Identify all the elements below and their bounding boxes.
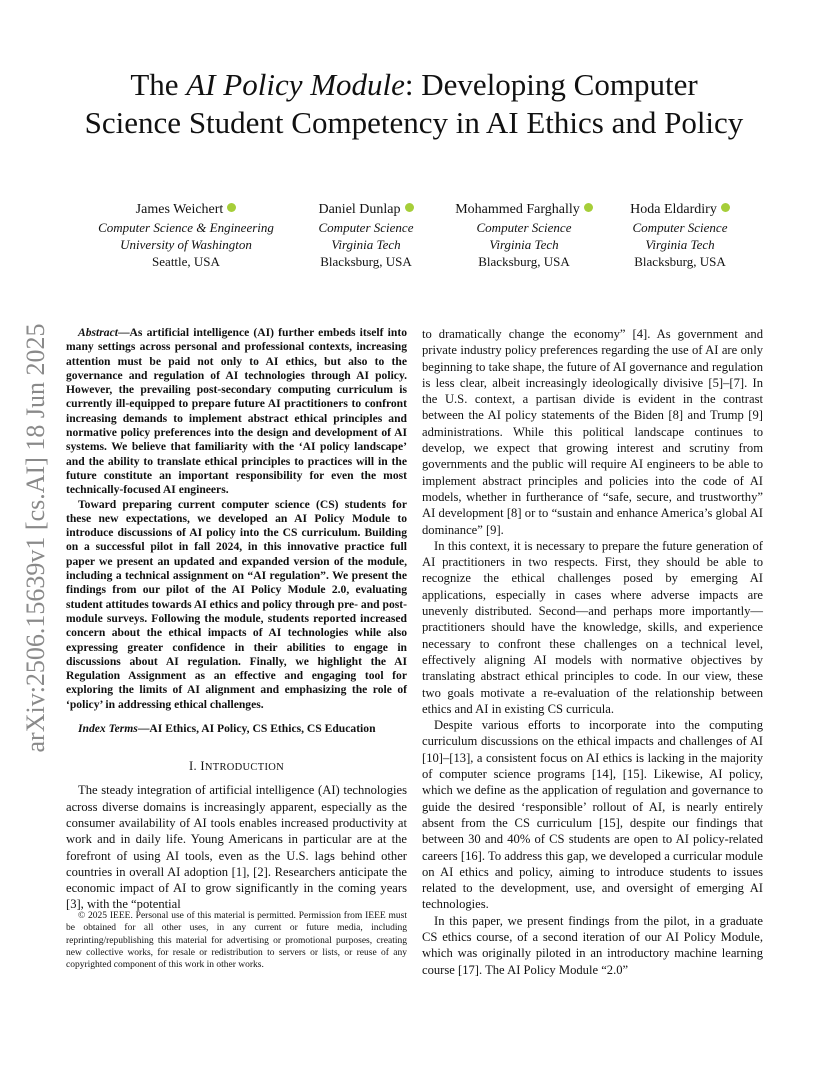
orcid-icon[interactable] <box>584 203 593 212</box>
author-org: University of Washington <box>120 237 252 252</box>
index-terms-text: —AI Ethics, AI Policy, CS Ethics, CS Education <box>137 722 376 736</box>
author-location: Seattle, USA <box>152 254 220 269</box>
author-name: Daniel Dunlap <box>318 202 401 217</box>
author-org: Virginia Tech <box>331 237 401 252</box>
abstract-label: Abstract <box>78 326 118 339</box>
author-2 <box>296 200 436 270</box>
author-name: James Weichert <box>135 202 224 217</box>
author-org: Virginia Tech <box>645 237 715 252</box>
arxiv-identifier: arXiv:2506.15639v1 [cs.AI] 18 Jun 2025 <box>21 323 50 753</box>
title-post: : Developing Computer Science Student Competency in AI Ethics and Policy <box>84 67 744 140</box>
index-terms <box>66 722 407 736</box>
author-location: Blacksburg, USA <box>478 254 570 269</box>
author-org: Virginia Tech <box>489 237 559 252</box>
author-dept: Computer Science <box>632 220 728 235</box>
author-location: Blacksburg, USA <box>634 254 726 269</box>
author-1 <box>86 200 286 270</box>
index-terms-label: Index Terms <box>78 722 138 736</box>
intro-paragraph-1: The steady integration of artificial intelligence (AI) technologies across diverse domains is increasingly apparent, especially as the consumer availability of AI tools enables increased productivity at work and in daily life. Young Americans in particular are at the forefront of using AI tools, even as the U.S. lags behind other countries in overall AI adoption [1], [2]. Researchers anticipate the economic impact of AI to grow significantly in the coming years [3], with the “potential <box>66 783 407 912</box>
author-4 <box>610 200 750 270</box>
left-column <box>66 326 407 913</box>
title-italic: AI Policy Module <box>186 67 405 102</box>
orcid-icon[interactable] <box>227 203 236 212</box>
author-3 <box>444 200 604 270</box>
abstract-paragraph-2: Toward preparing current computer science (CS) students for these new expectations, we developed an AI Policy Module to introduce discussions of AI policy into the CS curriculum. Building on a successful pilot in fall 2024, in this innovative practice full paper we present an updated and expanded version of the module, including a technical assignment on “AI regulation”. We present the findings from our pilot of the AI Policy Module 2.0, evaluating student attitudes towards AI ethics and policy through pre- and post-module surveys. Following the module, students reported increased concern about the ethical impacts of AI technologies while also expressing greater confidence in their abilities to engage in discussions about AI regulation. Finally, we highlight the AI Regulation Assignment as an effective and engaging tool for exploring the limits of AI alignment and emphasizing the role of ‘policy’ in addressing ethical challenges. <box>66 497 407 711</box>
body-paragraph: Despite various efforts to incorporate into the computing curriculum discussions on the ethical impacts and challenges of AI [10]–[13], a consistent focus on AI ethics is lacking in the majority of computer science programs [14], [15]. Likewise, AI policy, which we define as the application of regulation and governance to guide the desired ‘responsible’ rollout of AI, is nearly entirely absent from the CS curriculum [15], despite our findings that between 30 and 40% of CS students are open to AI policy-related careers [16]. To address this gap, we developed a curricular module on AI ethics and policy, aiming to introduce students to issues related to the development, use, and oversight of emerging AI technologies. <box>422 718 763 912</box>
abstract-paragraph-1: —As artificial intelligence (AI) further embeds itself into many settings across personal and professional contexts, increasing attention must be paid not only to AI ethics, but also to the governance and regulation of AI technologies through AI policy. However, the prevailing post-secondary computing curriculum is currently ill-equipped to prepare future AI practitioners to confront increasing demands to implement abstract ethical principles and normative policy preferences into the design and development of AI systems. We believe that familiarity with the ‘AI policy landscape’ and the ability to translate ethical principles to practices will in the future constitute an important responsibility for even the most technically-focused AI engineers. <box>66 326 407 497</box>
abstract <box>66 326 407 712</box>
title-pre: The <box>130 67 187 102</box>
author-dept: Computer Science & Engineering <box>98 220 274 235</box>
author-location: Blacksburg, USA <box>320 254 412 269</box>
body-paragraph: to dramatically change the economy” [4]. As government and private industry policy preferences regarding the use of AI are only beginning to take shape, the future of AI governance and regulation is less clear, albeit increasingly ideologically divisive [5]–[7]. In the U.S. context, a partisan divide is evident in the contrast between the AI policy statements of the Biden [8] and Trump [9] administrations. While this political landscape continues to develop, we expect that growing interest and scrutiny from governments and the public will require AI engineers to be able to implement abstract principles and policies into the code of AI models, whether in furtherance of “safe, secure, and trustworthy” AI development [8] or to “sustain and enhance America’s global AI dominance” [9]. <box>422 327 763 537</box>
author-name: Mohammed Farghally <box>455 202 580 217</box>
author-dept: Computer Science <box>318 220 414 235</box>
body-paragraph: In this context, it is necessary to prepare the future generation of AI practitioners in two respects. First, they should be able to recognize the ethical challenges posed by emerging AI applications, especially in cases where adverse impacts are unevenly distributed. Second—and perhaps more importantly—practitioners should have the knowledge, skills, and experience necessary to confront these challenges on a technical level, effectively aligning AI models with normative objectives by translating abstract ethical principles to code. In our view, these two goals motivate a re-evaluation of the relationship between ethics and AI in existing CS curricula. <box>422 538 763 716</box>
paper-title <box>80 66 748 142</box>
body-paragraph: In this paper, we present findings from the pilot, in a graduate CS ethics course, of a second iteration of our AI Policy Module, which was originally piloted in an introductory machine learning course [17]. The AI Policy Module “2.0” <box>422 913 763 977</box>
copyright-notice: © 2025 IEEE. Personal use of this material is permitted. Permission from IEEE must be obtained for all other uses, in any current or future media, including reprinting/republishing this material for advertising or promotional purposes, creating new collective works, for resale or redistribution to servers or lists, or reuse of any copyrighted component of this work in other works. <box>66 911 407 971</box>
orcid-icon[interactable] <box>721 203 730 212</box>
author-name: Hoda Eldardiry <box>630 202 717 217</box>
orcid-icon[interactable] <box>405 203 414 212</box>
section-heading-introduction: I. INTRODUCTION <box>188 759 285 774</box>
author-dept: Computer Science <box>476 220 572 235</box>
right-column <box>422 326 763 978</box>
